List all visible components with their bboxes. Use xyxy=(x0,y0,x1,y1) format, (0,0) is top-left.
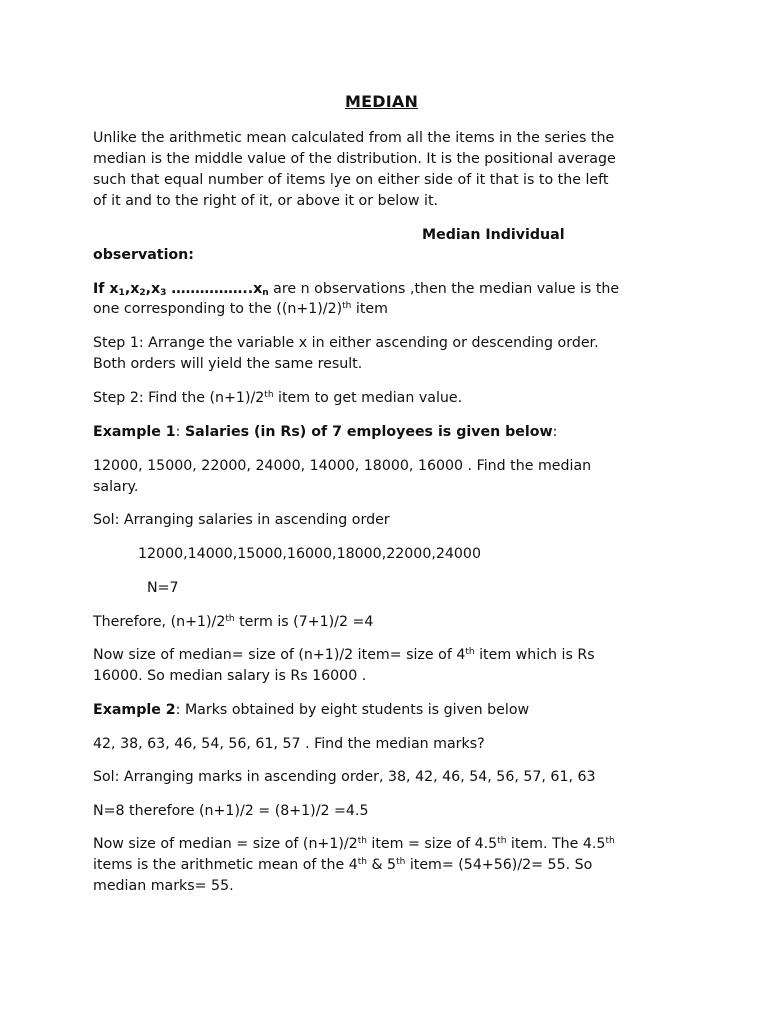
example1-heading: Example 1: Salaries (in Rs) of 7 employees is given below: xyxy=(93,424,558,440)
intro-line-1: Unlike the arithmetic mean calculated from all the items in the series the xyxy=(93,130,615,146)
example2-heading: Example 2: Marks obtained by eight students is given below xyxy=(93,702,530,718)
intro-line-2: median is the middle value of the distribution. It is the positional average xyxy=(93,151,616,167)
example2-data: 42, 38, 63, 46, 54, 56, 61, 57 . Find the median marks? xyxy=(93,736,485,752)
definition-line-1: If $x_1,x_2,x_3$ $\dots\dots\dots\dots\dots..x_n$ are n observations ,then the median value is the xyxy=(93,281,620,298)
page-title: MEDIAN xyxy=(345,92,419,111)
example1-solution: Sol: Arranging salaries in ascending order xyxy=(93,512,390,528)
example1-sorted: 12000,14000,15000,16000,18000,22000,24000 xyxy=(138,546,481,562)
example2-result-line-2: items is the arithmetic mean of the 4th & 5th item= (54+56)/2= 55. So xyxy=(93,857,593,873)
definition-line-2: one corresponding to the $((n+1)/2)^{th}$ item xyxy=(93,301,388,317)
example2-n: N=8 therefore (n+1)/2 = (8+1)/2 =4.5 xyxy=(93,803,369,819)
example1-data-line-2: salary. xyxy=(93,479,139,495)
example2-result-line-3: median marks= 55. xyxy=(93,878,234,894)
step1-line-2: Both orders will yield the same result. xyxy=(93,356,363,372)
step1-line-1: Step 1: Arrange the variable x in either ascending or descending order. xyxy=(93,335,599,351)
section-heading-part1: Median Individual xyxy=(422,227,565,243)
section-heading-part2: observation: xyxy=(93,247,194,263)
intro-line-4: of it and to the right of it, or above it or below it. xyxy=(93,193,439,209)
intro-line-3: such that equal number of items lye on either side of it that is to the left xyxy=(93,172,609,188)
example1-result-line-1: Now size of median= size of (n+1)/2 item= size of 4th item which is Rs xyxy=(93,647,595,663)
step2-line: Step 2: Find the (n+1)/2th item to get median value. xyxy=(93,390,463,406)
example2-result-line-1: Now size of median = size of (n+1)/2th item = size of 4.5th item. The 4.5th xyxy=(93,836,615,852)
example2-solution: Sol: Arranging marks in ascending order, 38, 42, 46, 54, 56, 57, 61, 63 xyxy=(93,769,596,785)
example1-therefore: Therefore, (n+1)/2th term is (7+1)/2 =4 xyxy=(93,614,374,630)
example1-data-line-1: 12000, 15000, 22000, 24000, 14000, 18000, 16000 . Find the median xyxy=(93,458,592,474)
example1-result-line-2: 16000. So median salary is Rs 16000 . xyxy=(93,668,367,684)
example1-n: N=7 xyxy=(147,580,179,596)
